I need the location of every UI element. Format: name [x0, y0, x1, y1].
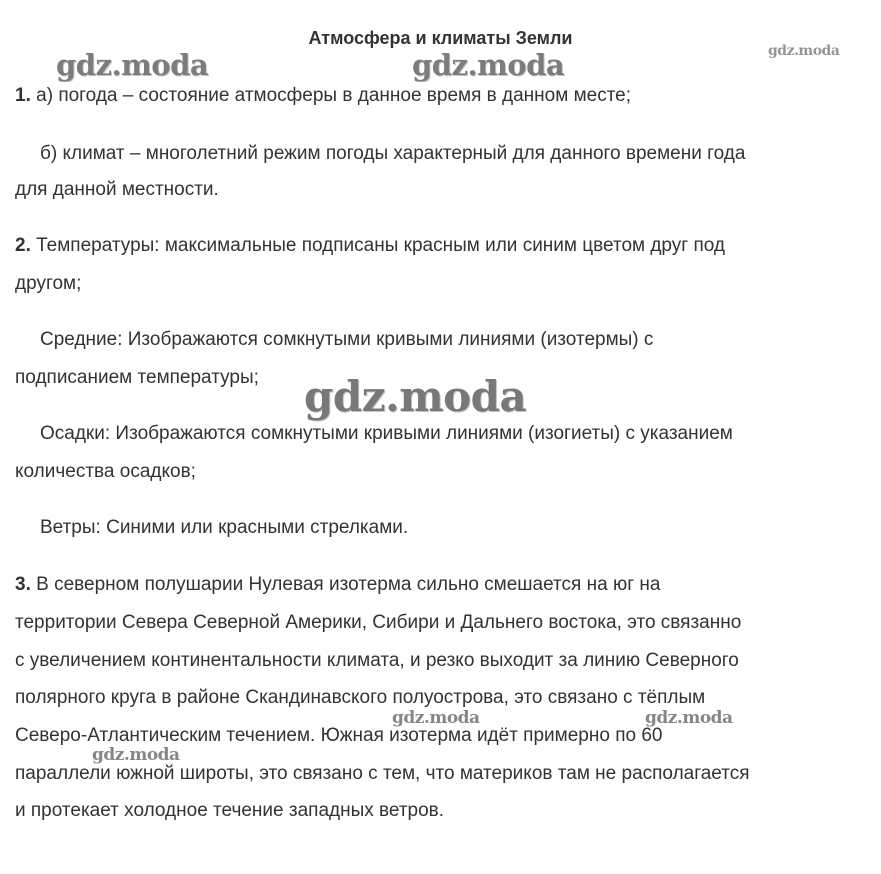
- section-1-line-3: для данной местности.: [15, 179, 219, 200]
- paragraph-text: Температуры: максимальные подписаны красным или синим цветом друг под: [36, 235, 726, 256]
- section-number: 3.: [15, 574, 31, 595]
- section-2-line-5: Осадки: Изображаются сомкнутыми кривыми линиями (изогиеты) с указанием: [40, 423, 733, 444]
- section-3-line-1: [15, 573, 660, 597]
- section-number: 2.: [15, 235, 31, 256]
- section-3-line-7: и протекает холодное течение западных ветров.: [15, 800, 445, 821]
- section-3-line-4: полярного круга в районе Скандинавского полуострова, это связано с тёплым: [15, 687, 706, 708]
- watermark: gdz.moda: [56, 48, 209, 82]
- section-3-line-5: Северо-Атлантическим течением. Южная изотерма идёт примерно по 60: [15, 725, 663, 746]
- section-3-line-3: с увеличением континентальности климата, и резко выходит за линию Северного: [15, 650, 739, 671]
- section-2-line-6: количества осадков;: [15, 461, 196, 482]
- section-2-line-4: подписанием температуры;: [15, 367, 259, 388]
- section-2-line-1: [15, 234, 725, 258]
- section-3-line-2: территории Севера Северной Америки, Сибири и Дальнего востока, это связанно: [15, 612, 742, 633]
- watermark: gdz.moda: [92, 745, 180, 765]
- section-number: 1.: [15, 85, 31, 106]
- section-3-line-6: параллели южной широты, это связано с тем, что материков там не располагается: [15, 763, 750, 784]
- section-2-line-7: Ветры: Синими или красными стрелками.: [40, 517, 409, 538]
- watermark: gdz.moda: [412, 48, 565, 82]
- paragraph-text: а) погода – состояние атмосферы в данное время в данном месте;: [36, 85, 632, 106]
- watermark: gdz.moda: [645, 708, 733, 728]
- section-2-line-3: Средние: Изображаются сомкнутыми кривыми линиями (изотермы) с: [40, 329, 654, 350]
- page-title: Атмосфера и климаты Земли: [308, 28, 573, 48]
- section-1-line-2: б) климат – многолетний режим погоды характерный для данного времени года: [40, 143, 746, 164]
- section-1-line-1: [15, 84, 631, 108]
- watermark: gdz.moda: [392, 708, 480, 728]
- watermark: gdz.moda: [304, 372, 527, 421]
- section-2-line-2: другом;: [15, 273, 82, 294]
- paragraph-text: В северном полушарии Нулевая изотерма сильно смешается на юг на: [36, 574, 661, 595]
- watermark: gdz.moda: [768, 43, 840, 59]
